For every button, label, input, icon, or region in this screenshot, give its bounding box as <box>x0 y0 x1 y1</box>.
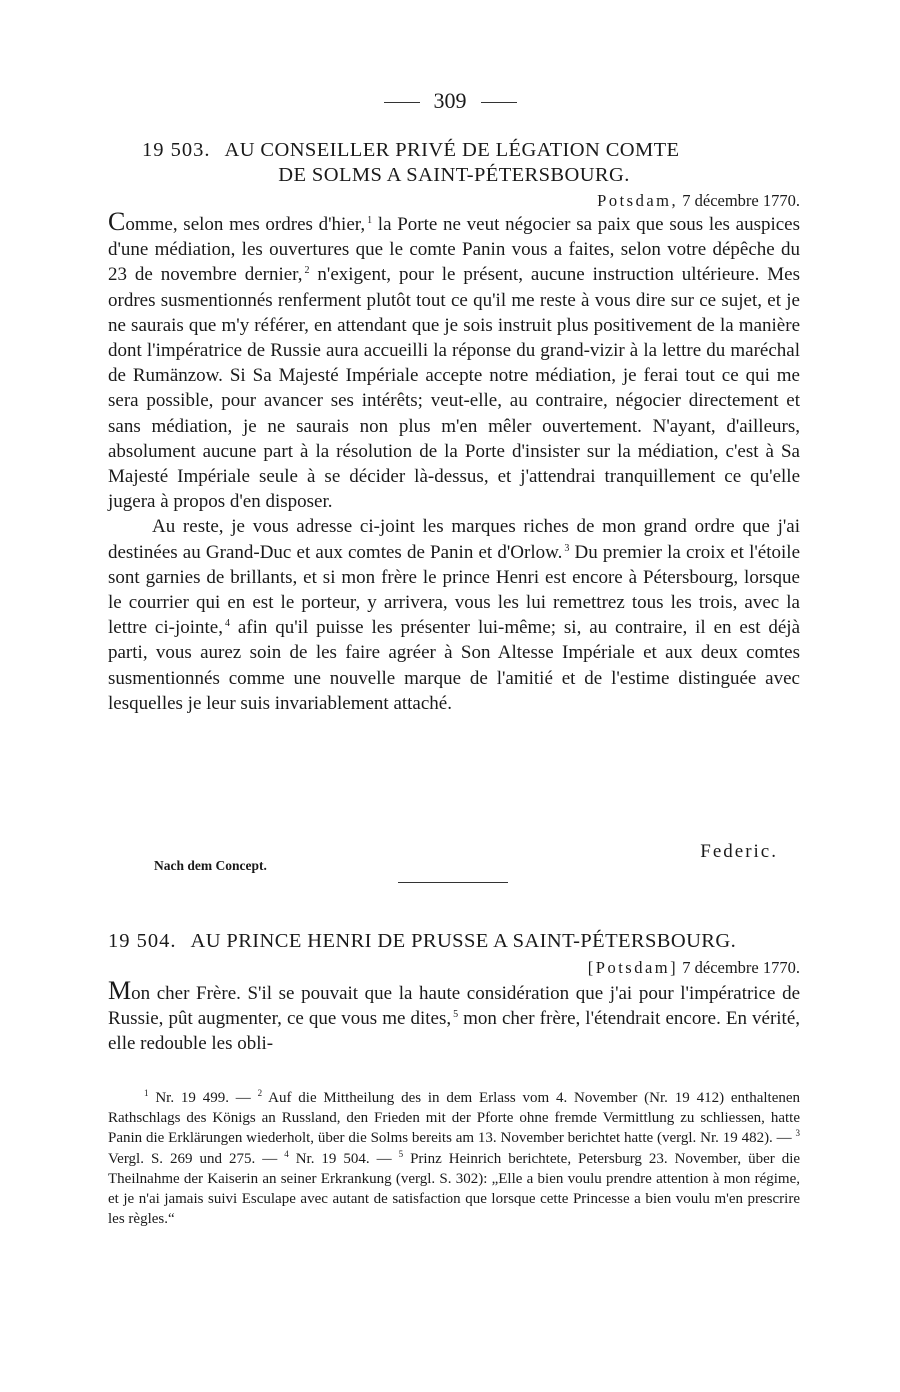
footnote-ref-4: 4 <box>224 618 230 630</box>
letter1-dateline <box>597 190 800 212</box>
footnote-mark-5: 5 <box>398 1148 404 1159</box>
footnote-1: Nr. 19 499. — <box>155 1090 251 1106</box>
letter1-number: 19 503. <box>142 139 211 161</box>
footnote-3: Vergl. S. 269 und 275. — <box>108 1150 278 1167</box>
letter2-number: 19 504. <box>108 930 177 952</box>
section-divider <box>398 882 508 883</box>
letter2-dateline <box>588 957 800 979</box>
footnote-mark-2: 2 <box>257 1088 263 1098</box>
letter1-date: 7 décembre 1770. <box>682 191 800 210</box>
footnote-mark-3: 3 <box>795 1128 801 1139</box>
letter1-p1-text-c: n'exigent, pour le présent, aucune instruction ultérieure. Mes ordres susmentionnés renferment plutôt tout ce qu'il me reste à vous dire sur ce sujet, et je ne saurais que m'y référer, en attendant que je sois instruit plus positivement de la manière dont l'impératrice de Russie aura accueilli la réponse du grand-vizir à la lettre du maréchal de Rumänzow. Si Sa Majesté Impériale accepte notre médiation, je ferai tout ce qui me sera possible, pour avancer ses intérêts; veut-elle, au contraire, négocier directement et sans médiation, je ne saurais non plus m'en mêler ouvertement. N'ayant, d'ailleurs, absolument aucune part à la résolution de la Porte d'insister sur la médiation, c'est à Sa Majesté Impériale seule à se décider là-dessus, et j'attendrai tranquillement ce qu'elle jugera à propos d'en disposer. <box>108 264 800 513</box>
letter1-p2-text-c: afin qu'il puisse les présenter lui-même; si, au contraire, il en est déjà parti, vous aurez soin de les faire agréer à Son Altesse Impériale et aux deux comtes susmentionnés comme une nouvelle marque de l'amitié et de l'estime distinguée avec lesquelles je leur suis invariablement attaché. <box>108 617 801 714</box>
letter1-signature: Federic. <box>700 841 778 862</box>
letter2-p1-text-b: mon cher frère, l'étendrait encore. En vérité, elle redouble les obli- <box>108 1008 801 1055</box>
letter1-p2-text-a: Au reste, je vous adresse ci-joint les marques riches de mon grand ordre que j'ai destinées au Grand-Duc et aux comtes de Panin et d'Orlow. <box>108 516 800 563</box>
letter1-p1-text-b: la Porte ne veut négocier sa paix que sous les auspices d'une médiation, les ouvertures que le comte Panin vous a faites, selon votre dépêche du 23 de novembre dernier, <box>108 214 801 286</box>
page-number-dash-left <box>384 102 420 103</box>
letter2-p1-text-a: on cher Frère. S'il se pouvait que la haute considération que j'ai pour l'impératrice de Russie, pût augmenter, ce que vous me dites, <box>108 983 800 1030</box>
letter1-title-line1: AU CONSEILLER PRIVÉ DE LÉGATION COMTE <box>224 139 680 161</box>
footnote-mark-1: 1 <box>144 1088 149 1098</box>
letter2-body <box>108 976 801 1057</box>
footnote-4: Nr. 19 504. — <box>295 1150 392 1167</box>
letter2-date: 7 décembre 1770. <box>682 958 800 977</box>
letter1-source-note: Nach dem Concept. <box>154 858 267 873</box>
footnote-2: Auf die Mittheilung des in dem Erlass vom 4. November (Nr. 19 412) enthaltenen Rathschlags des Königs an Russland, den Frieden mit der Pforte ohne fremde Vermittlung zu schliessen, hatte Panin die Erklärungen wiederholt, über die Solms bereits am 13. November berichtet hatte (vergl. Nr. 19 482). — <box>108 1090 801 1147</box>
letter1-heading <box>108 138 800 188</box>
letter1-body <box>108 207 801 716</box>
letter1-paragraph-2 <box>108 514 800 716</box>
letter1-paragraph-1 <box>108 207 801 514</box>
letter1-place: Potsdam, <box>597 191 679 210</box>
letter2-paragraph-1 <box>108 976 801 1057</box>
footnote-ref-3: 3 <box>564 542 570 554</box>
letter1-p1-text-a: omme, selon mes ordres d'hier, <box>125 214 366 235</box>
footnote-ref-2: 2 <box>304 265 310 277</box>
letter2-lead-letter: M <box>108 976 132 1005</box>
letter1-lead-letter: C <box>108 207 126 236</box>
footnote-5: Prinz Heinrich berichtete, Petersburg 23. November, über die Theilnahme der Kaiserin an seiner Erkrankung (vergl. S. 302): „Elle a bien voulu prendre attention à mon régime, et je n'ai jamais suivi Esculape avec autant de satisfaction que lorsque cette Princesse a bien voulu m'en prescrire les règles.“ <box>108 1150 801 1228</box>
footnotes-block <box>108 1088 800 1229</box>
letter2-place: [Potsdam] <box>587 958 679 977</box>
letter1-title-line2: DE SOLMS A SAINT-PÉTERSBOURG. <box>278 164 630 186</box>
page-number: 309 <box>433 88 467 113</box>
letter2-title: AU PRINCE HENRI DE PRUSSE A SAINT-PÉTERSBOURG. <box>190 930 737 952</box>
footnotes <box>108 1088 800 1229</box>
page-number-dash-right <box>481 102 517 103</box>
letter2-heading <box>108 929 800 954</box>
letter1-p2-text-b: Du premier la croix et l'étoile sont garnies de brillants, et si mon frère le prince Henri est encore à Pétersbourg, lorsque le courrier qui en est le porteur, y arrivera, vous les lui remettrez tous les trois, avec la lettre ci-jointe, <box>108 541 801 639</box>
footnote-ref-1: 1 <box>367 215 373 226</box>
footnote-mark-4: 4 <box>284 1148 289 1159</box>
footnote-ref-5: 5 <box>453 1009 459 1021</box>
page-number-line <box>0 86 900 116</box>
